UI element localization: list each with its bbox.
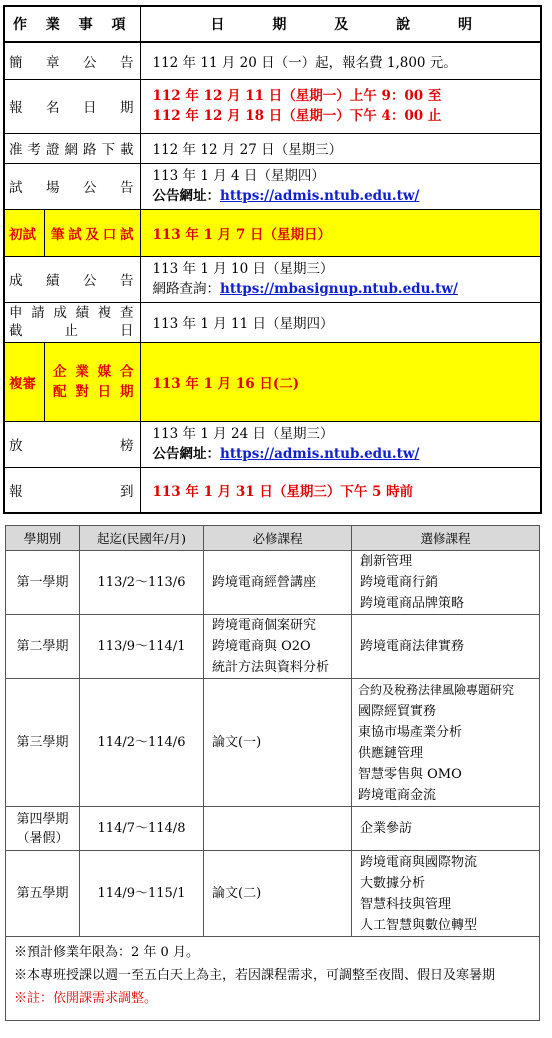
- item-sublabel: 筆試及口試: [51, 226, 134, 243]
- date-text: 113 年 1 月 31 日（星期三）下午 5 時前: [140, 467, 541, 513]
- elective-course: 大數據分析: [360, 875, 426, 891]
- elective-course: 供應鏈管理: [358, 745, 424, 761]
- course-row: [6, 851, 540, 937]
- item-label: 成績公告: [4, 256, 140, 302]
- course-row: [6, 807, 540, 851]
- schedule-header-row: [4, 6, 541, 42]
- required-course: 跨境電商經營講座: [204, 551, 352, 615]
- item-label: 複審: [5, 343, 45, 421]
- item-label: 初試: [5, 210, 45, 256]
- item-label: 報到: [4, 467, 140, 513]
- required-course: 論文(二): [204, 851, 352, 937]
- date-text: 113 年 1 月 7 日（星期日）: [140, 209, 541, 256]
- item-label: 准考證網路下載: [4, 133, 140, 163]
- period-text: 114/9～115/1: [80, 851, 204, 937]
- required-course: 論文(一): [204, 679, 352, 807]
- header-term: 學期別: [6, 526, 80, 551]
- date-text: 113 年 1 月 10 日（星期三）: [152, 261, 334, 277]
- date-text: 112 年 11 月 20 日（一）起，報名費 1,800 元。: [140, 42, 541, 79]
- elective-course: 跨境電商金流: [358, 787, 437, 803]
- elective-course: 智慧科技與管理: [360, 896, 452, 912]
- date-text: 113 年 1 月 4 日（星期四）: [152, 168, 325, 184]
- notes-row: [6, 937, 540, 1021]
- elective-course: 跨境電商與國際物流: [360, 854, 478, 870]
- course-header-row: [6, 526, 540, 551]
- note-text-red: ※註：依開課需求調整。: [14, 991, 158, 1006]
- schedule-row: [4, 79, 541, 133]
- schedule-row: [4, 467, 541, 513]
- item-sublabel: 配對日期: [53, 383, 134, 400]
- date-text: 112 年 12 月 27 日（星期三）: [140, 133, 541, 163]
- item-label: 申請成績複查: [9, 305, 134, 321]
- date-text: 112 年 12 月 11 日（星期一）上午 9：00 至: [152, 88, 442, 104]
- results-link[interactable]: https://admis.ntub.edu.tw/: [220, 446, 420, 462]
- note-text: ※預計修業年限為：2 年 0 月。: [14, 945, 199, 960]
- note-text: ※本專班授課以週一至五白天上為主，若因課程需求，可調整至夜間、假日及寒暑期: [14, 968, 496, 983]
- elective-course: 企業參訪: [352, 807, 540, 851]
- required-course: 跨境電商個案研究: [212, 618, 317, 633]
- link-label: 公告網址：: [152, 188, 220, 204]
- course-row: [6, 551, 540, 615]
- schedule-table: [3, 5, 542, 514]
- header-period: 起迄(民國年/月): [80, 526, 204, 551]
- course-row: [6, 679, 540, 807]
- elective-course: 國際經貿實務: [358, 703, 437, 719]
- date-text: 113 年 1 月 11 日（星期四）: [140, 302, 541, 342]
- item-label: 報名日期: [4, 79, 140, 133]
- elective-course: 合約及稅務法律風險專題研究: [358, 682, 515, 697]
- link-label: 網路查詢：: [152, 281, 220, 297]
- item-sublabel: 企業媒合: [53, 363, 134, 380]
- item-label: 放榜: [4, 421, 140, 467]
- period-text: 113/9～114/1: [80, 615, 204, 679]
- schedule-row: [4, 302, 541, 342]
- period-text: 114/7～114/8: [80, 807, 204, 851]
- item-label: 截止日: [9, 323, 134, 339]
- schedule-row-highlight: [4, 342, 541, 421]
- required-course: 跨境電商與 O2O: [212, 639, 311, 654]
- course-table: [5, 525, 540, 1021]
- elective-course: 智慧零售與 OMO: [358, 766, 462, 782]
- schedule-row: [4, 256, 541, 302]
- elective-course: 人工智慧與數位轉型: [360, 917, 478, 933]
- date-text: 112 年 12 月 18 日（星期一）下午 4：00 止: [152, 108, 442, 124]
- schedule-row: [4, 133, 541, 163]
- elective-course: 東協市場產業分析: [358, 724, 463, 740]
- required-course: 統計方法與資料分析: [212, 660, 330, 675]
- course-row: [6, 615, 540, 679]
- elective-course: 跨境電商品牌策略: [360, 596, 465, 611]
- schedule-row: [4, 421, 541, 467]
- header-elective: 選修課程: [352, 526, 540, 551]
- elective-course: 跨境電商法律實務: [352, 615, 540, 679]
- header-item: 作業事項: [4, 6, 140, 42]
- schedule-row-highlight: [4, 209, 541, 256]
- term-label: 第五學期: [6, 851, 80, 937]
- term-sublabel: （暑假）: [16, 830, 69, 846]
- elective-course: 創新管理: [360, 554, 413, 569]
- term-label: 第二學期: [6, 615, 80, 679]
- period-text: 113/2～113/6: [80, 551, 204, 615]
- item-label: 試場公告: [4, 163, 140, 209]
- score-query-link[interactable]: https://mbasignup.ntub.edu.tw/: [220, 281, 458, 297]
- link-label: 公告網址：: [152, 446, 220, 462]
- date-text: 113 年 1 月 24 日（星期三）: [152, 426, 334, 442]
- header-required: 必修課程: [204, 526, 352, 551]
- header-date: 日期及說明: [140, 6, 541, 42]
- elective-course: 跨境電商行銷: [360, 575, 439, 590]
- schedule-row: [4, 42, 541, 79]
- schedule-row: [4, 163, 541, 209]
- term-label: 第一學期: [6, 551, 80, 615]
- term-label: 第四學期: [16, 811, 69, 827]
- period-text: 114/2～114/6: [80, 679, 204, 807]
- required-course-empty: [204, 807, 352, 851]
- term-label: 第三學期: [6, 679, 80, 807]
- item-label: 簡章公告: [4, 42, 140, 79]
- announcement-link[interactable]: https://admis.ntub.edu.tw/: [220, 188, 420, 204]
- date-text: 113 年 1 月 16 日(二): [140, 342, 541, 421]
